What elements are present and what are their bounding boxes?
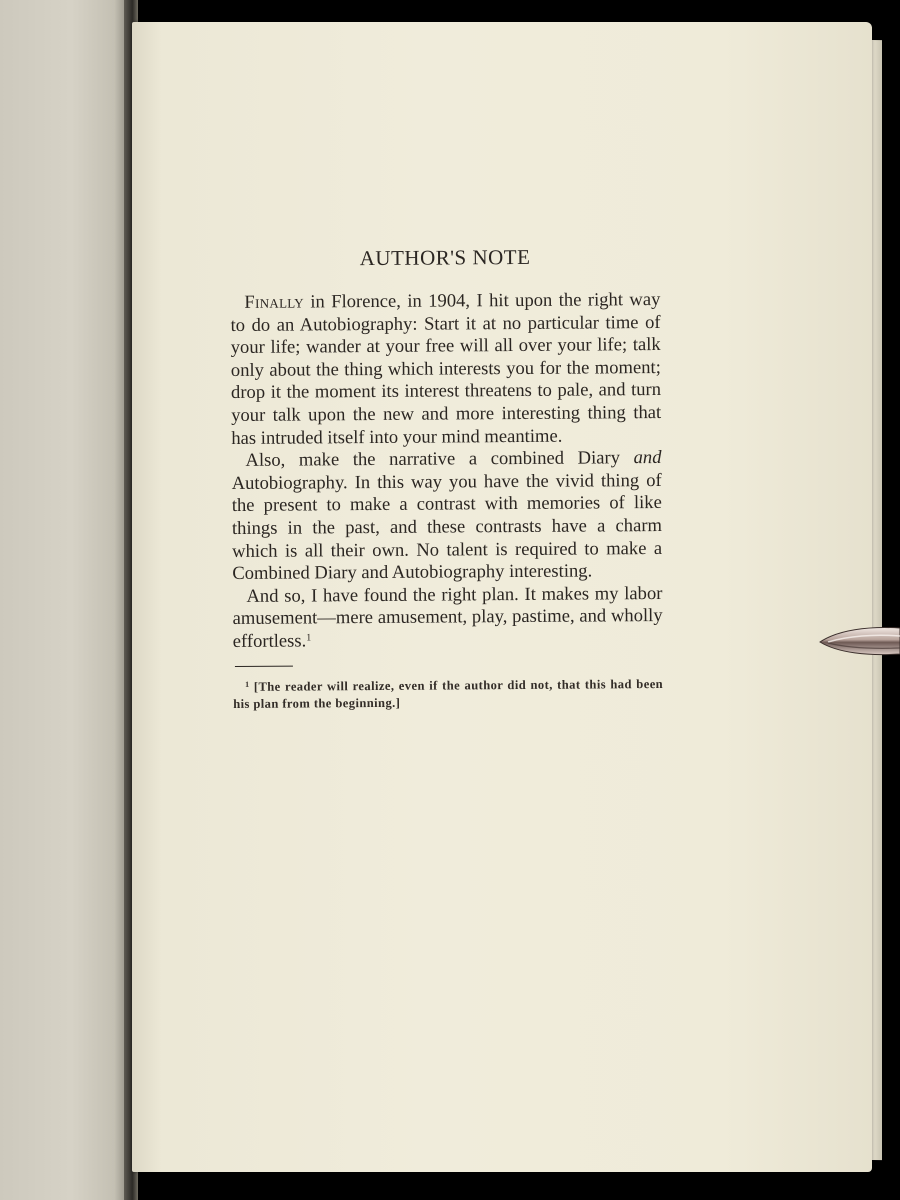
right-page [132,22,872,1172]
paragraph-2-text-a: Also, make the narrative a combined Diary [245,447,634,472]
page-heading: AUTHOR'S NOTE [359,244,531,271]
italic-word: and [633,447,662,469]
paragraph-1-text: in Florence, in 1904, I hit upon the right way to do an Autobiography: Start it at no particular time of your life; wander at your free will all over your life; talk only about the thing which interests you for the moment; drop it the moment its interest threatens to pale, and turn your talk upon the new and more interesting thing that has intruded itself into your mind meantime. [230,288,662,449]
footnote-text: [The reader will realize, even if the author did not, that this had been his plan from the beginning.] [233,677,664,712]
paragraph-2 [231,447,662,586]
lead-word: Finally [244,291,304,313]
paragraph-2-text-b: Autobiography. In this way you have the vivid thing of the present to make a contrast with memories of like things in the past, and these contrasts have a charm which is all their own. No talent is required to make a Combined Diary and Autobiography interesting. [231,469,663,585]
footnote-reference: 1 [306,632,312,644]
paragraph-3 [232,583,662,654]
left-page [0,0,130,1200]
footnote-marker: 1 [245,679,250,689]
paragraph-3-text: And so, I have found the right plan. It makes my labor amusement—mere amusement, play, pastime, and wholly effortless. [232,582,663,652]
footnote-rule [235,665,293,666]
metal-bookmark-icon [818,622,900,660]
paragraph-1 [230,289,661,450]
footnote [233,676,663,713]
text-block [230,244,663,726]
